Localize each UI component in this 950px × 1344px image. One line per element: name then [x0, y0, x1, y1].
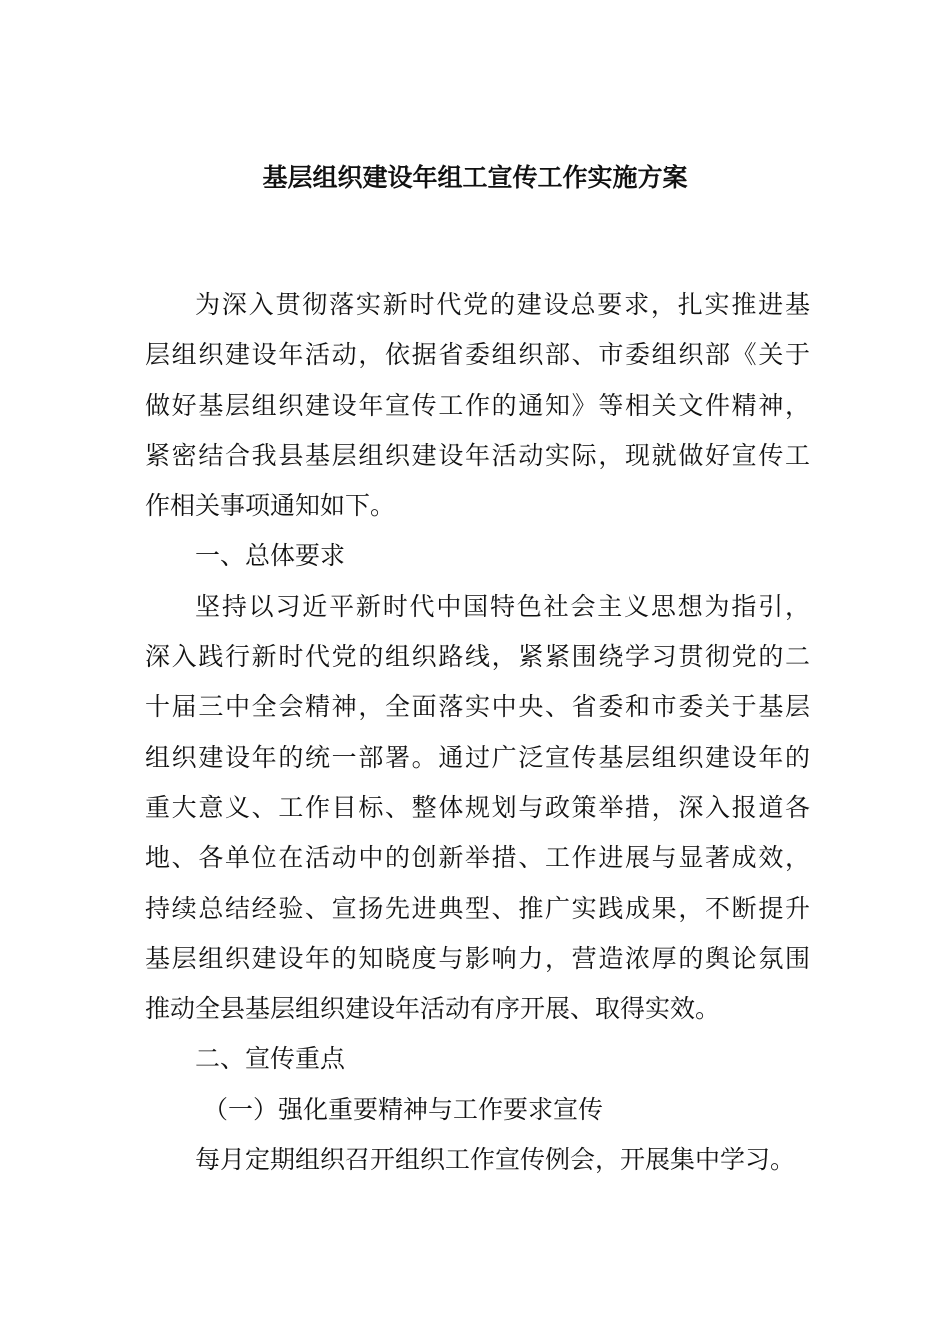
- paragraph-line: 基层组织建设年的知晓度与影响力，营造浓厚的舆论氛围: [145, 943, 810, 973]
- paragraph-line: 层组织建设年活动，依据省委组织部、市委组织部《关于: [145, 340, 810, 370]
- paragraph-line: 作相关事项通知如下。: [145, 491, 396, 521]
- paragraph-line: 重大意义、工作目标、整体规划与政策举措，深入报道各: [145, 792, 810, 822]
- paragraph-line: 为深入贯彻落实新时代党的建设总要求，扎实推进基: [195, 290, 810, 319]
- section-heading: 一、总体要求: [195, 541, 346, 571]
- paragraph-line: 每月定期组织召开组织工作宣传例会，开展集中学习。: [195, 1145, 796, 1175]
- paragraph-line: 深入践行新时代党的组织路线，紧紧围绕学习贯彻党的二: [145, 642, 810, 672]
- section-heading: 二、宣传重点: [195, 1044, 346, 1074]
- paragraph-line: 持续总结经验、宣扬先进典型、推广实践成果，不断提升: [145, 893, 810, 923]
- paragraph-line: 推动全县基层组织建设年活动有序开展、取得实效。: [145, 994, 721, 1024]
- paragraph-line: 紧密结合我县基层组织建设年活动实际，现就做好宣传工: [145, 440, 810, 470]
- paragraph-line: 坚持以习近平新时代中国特色社会主义思想为指引，: [195, 591, 810, 621]
- document-title: 基层组织建设年组工宣传工作实施方案: [262, 163, 688, 192]
- paragraph-line: 地、各单位在活动中的创新举措、工作进展与显著成效，: [145, 843, 810, 873]
- document-body: [145, 280, 810, 1185]
- paragraph-line: 组织建设年的统一部署。通过广泛宣传基层组织建设年的: [145, 742, 810, 772]
- paragraph-line: 十届三中全会精神，全面落实中央、省委和市委关于基层: [145, 692, 810, 722]
- paragraph-line: 做好基层组织建设年宣传工作的通知》等相关文件精神，: [145, 390, 810, 420]
- subsection-heading: （一）强化重要精神与工作要求宣传: [203, 1094, 604, 1124]
